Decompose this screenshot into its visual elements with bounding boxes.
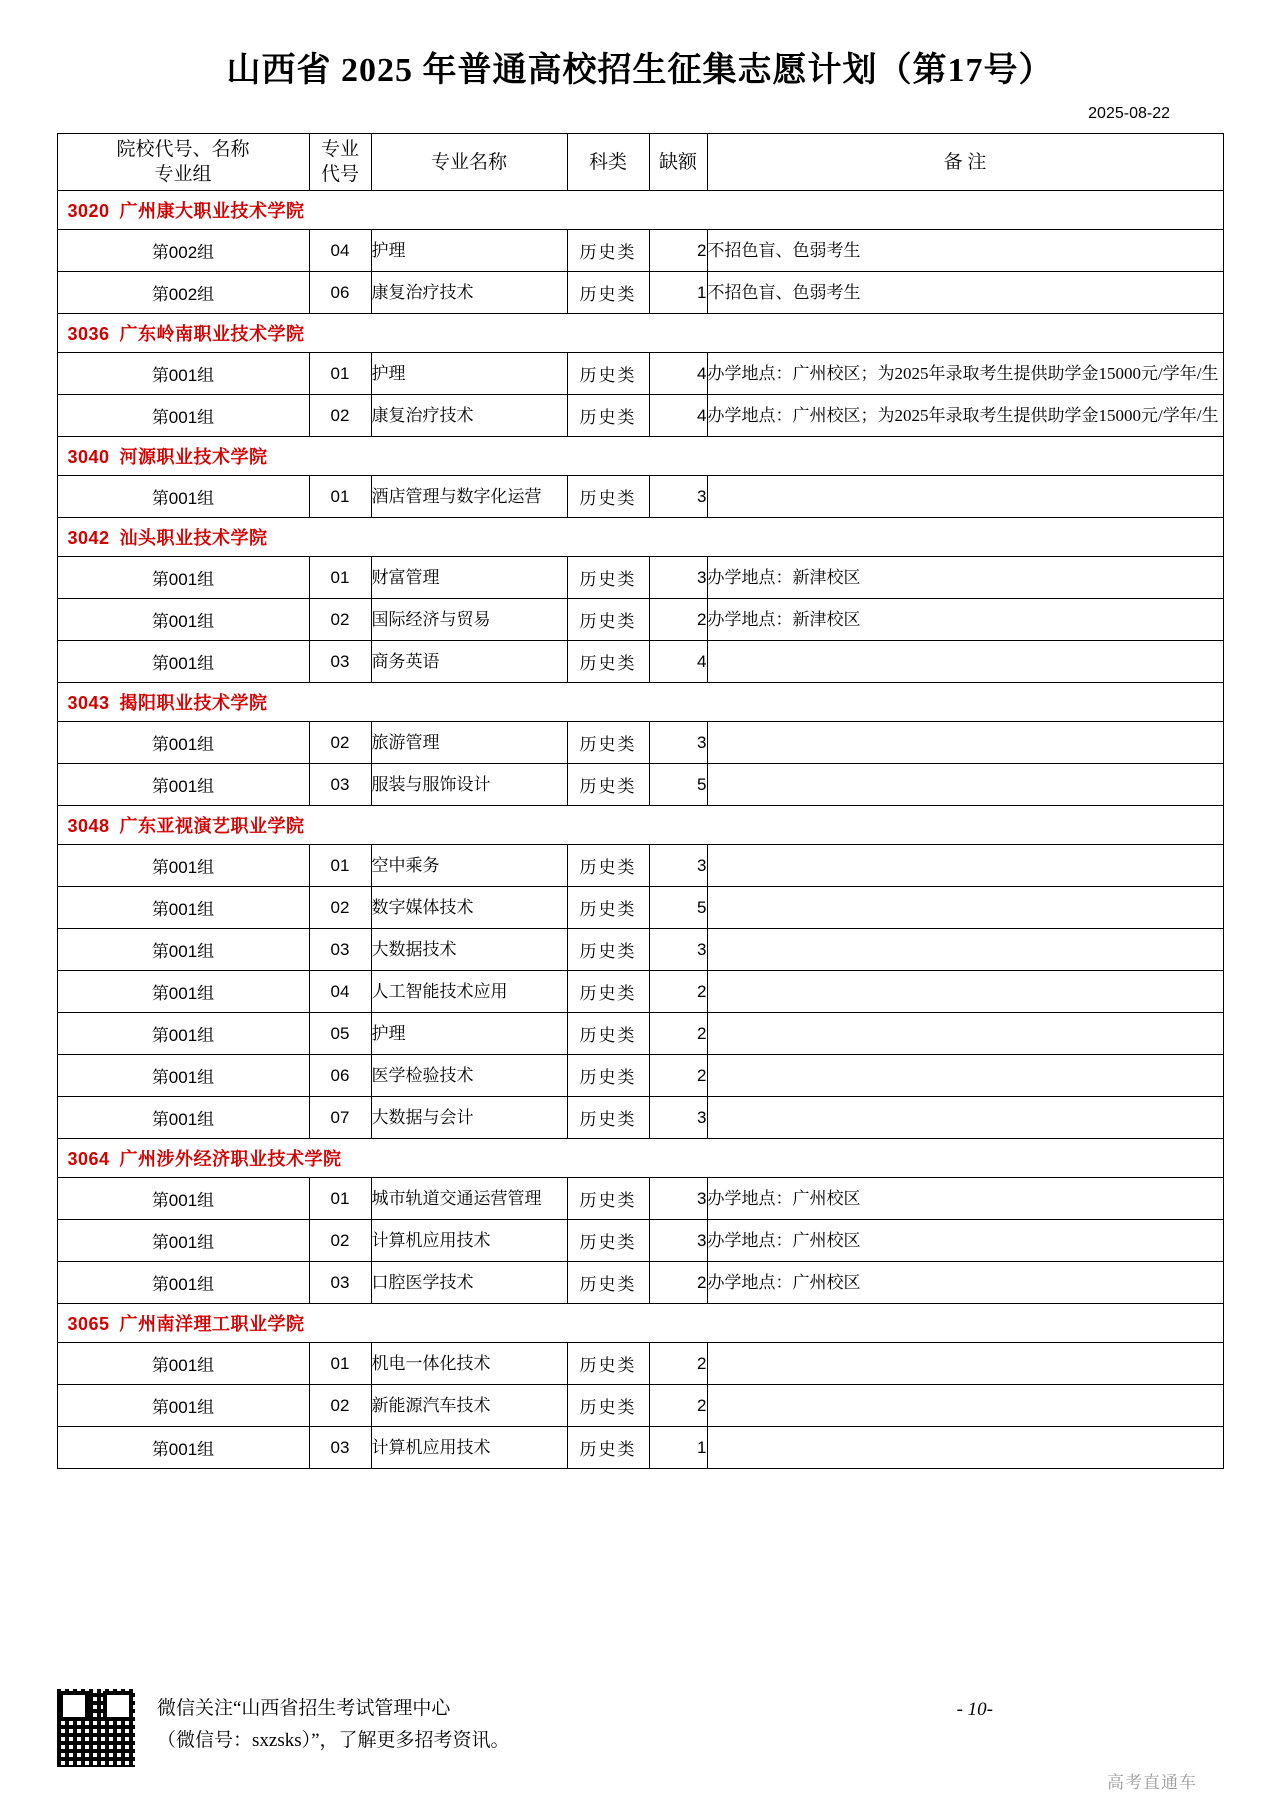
- table-row: [57, 395, 1223, 437]
- major-name: 康复治疗技术: [371, 395, 567, 437]
- major-name: 护理: [371, 1013, 567, 1055]
- vacancy-count: 2: [649, 230, 707, 272]
- school-header-row: [57, 314, 1223, 353]
- major-name: 财富管理: [371, 557, 567, 599]
- school-code: 3040: [67, 447, 110, 467]
- remark: [707, 476, 1223, 518]
- table-header-row: [57, 134, 1223, 191]
- major-code: 06: [309, 1055, 371, 1097]
- major-group: 第001组: [57, 722, 309, 764]
- school-code: 3043: [67, 693, 110, 713]
- remark: 不招色盲、色弱考生: [707, 230, 1223, 272]
- subject-category: 历史类: [567, 230, 649, 272]
- header-note: 备 注: [707, 134, 1223, 191]
- major-code: 04: [309, 971, 371, 1013]
- vacancy-count: 1: [649, 1427, 707, 1469]
- school-name: 广州康大职业技术学院: [119, 201, 305, 221]
- major-name: 大数据与会计: [371, 1097, 567, 1139]
- major-code: 02: [309, 722, 371, 764]
- school-name: 河源职业技术学院: [119, 447, 268, 467]
- major-name: 商务英语: [371, 641, 567, 683]
- table-row: [57, 1055, 1223, 1097]
- major-code: 03: [309, 1262, 371, 1304]
- remark: [707, 1055, 1223, 1097]
- vacancy-count: 3: [649, 722, 707, 764]
- school-header-cell: [57, 1139, 1223, 1178]
- table-row: [57, 230, 1223, 272]
- remark: 办学地点：广州校区；为2025年录取考生提供助学金15000元/学年/生: [707, 353, 1223, 395]
- vacancy-count: 4: [649, 353, 707, 395]
- vacancy-count: 3: [649, 476, 707, 518]
- school-name: 揭阳职业技术学院: [119, 693, 268, 713]
- vacancy-count: 2: [649, 599, 707, 641]
- vacancy-count: 2: [649, 1385, 707, 1427]
- subject-category: 历史类: [567, 1343, 649, 1385]
- subject-category: 历史类: [567, 971, 649, 1013]
- page-title: 山西省 2025 年普通高校招生征集志愿计划（第17号）: [226, 52, 1054, 89]
- school-code: 3048: [67, 816, 110, 836]
- vacancy-count: 5: [649, 887, 707, 929]
- vacancy-count: 5: [649, 764, 707, 806]
- major-code: 05: [309, 1013, 371, 1055]
- vacancy-count: 2: [649, 1055, 707, 1097]
- major-code: 03: [309, 641, 371, 683]
- school-name: 广东亚视演艺职业学院: [119, 816, 305, 836]
- vacancy-count: 2: [649, 1262, 707, 1304]
- subject-category: 历史类: [567, 1427, 649, 1469]
- vacancy-count: 2: [649, 1013, 707, 1055]
- remark: 办学地点：广州校区: [707, 1262, 1223, 1304]
- major-group: 第001组: [57, 1427, 309, 1469]
- vacancy-count: 3: [649, 1097, 707, 1139]
- major-group: 第001组: [57, 887, 309, 929]
- remark: [707, 1385, 1223, 1427]
- major-name: 国际经济与贸易: [371, 599, 567, 641]
- table-row: [57, 353, 1223, 395]
- major-group: 第001组: [57, 971, 309, 1013]
- vacancy-count: 2: [649, 1343, 707, 1385]
- remark: [707, 1013, 1223, 1055]
- table-row: [57, 722, 1223, 764]
- major-group: 第002组: [57, 272, 309, 314]
- table-row: [57, 1013, 1223, 1055]
- table-body: [57, 191, 1223, 1469]
- wechat-notice: [157, 1693, 510, 1757]
- major-code: 02: [309, 887, 371, 929]
- vacancy-count: 3: [649, 557, 707, 599]
- table-row: [57, 764, 1223, 806]
- major-group: 第001组: [57, 599, 309, 641]
- subject-category: 历史类: [567, 1220, 649, 1262]
- major-name: 医学检验技术: [371, 1055, 567, 1097]
- vacancy-count: 2: [649, 971, 707, 1013]
- school-name: 广东岭南职业技术学院: [119, 324, 305, 344]
- major-group: 第001组: [57, 1385, 309, 1427]
- major-group: 第001组: [57, 764, 309, 806]
- major-name: 空中乘务: [371, 845, 567, 887]
- major-code: 03: [309, 764, 371, 806]
- major-group: 第001组: [57, 353, 309, 395]
- subject-category: 历史类: [567, 395, 649, 437]
- subject-category: 历史类: [567, 641, 649, 683]
- major-name: 口腔医学技术: [371, 1262, 567, 1304]
- major-name: 酒店管理与数字化运营: [371, 476, 567, 518]
- school-name: 汕头职业技术学院: [119, 528, 268, 548]
- major-name: 机电一体化技术: [371, 1343, 567, 1385]
- vacancy-count: 4: [649, 395, 707, 437]
- remark: [707, 1427, 1223, 1469]
- school-name: 广州南洋理工职业学院: [119, 1314, 305, 1334]
- header-school-group: [57, 134, 309, 191]
- table-row: [57, 1262, 1223, 1304]
- school-header-row: [57, 1139, 1223, 1178]
- subject-category: 历史类: [567, 929, 649, 971]
- header-school-group-line2: 专业组: [154, 164, 212, 185]
- major-group: 第002组: [57, 230, 309, 272]
- school-code: 3036: [67, 324, 110, 344]
- major-code: 02: [309, 599, 371, 641]
- major-name: 城市轨道交通运营管理: [371, 1178, 567, 1220]
- subject-category: 历史类: [567, 1097, 649, 1139]
- school-header-row: [57, 683, 1223, 722]
- school-header-cell: [57, 806, 1223, 845]
- remark: 办学地点：广州校区；为2025年录取考生提供助学金15000元/学年/生: [707, 395, 1223, 437]
- remark: [707, 641, 1223, 683]
- major-code: 02: [309, 1385, 371, 1427]
- major-code: 04: [309, 230, 371, 272]
- major-name: 护理: [371, 230, 567, 272]
- major-group: 第001组: [57, 641, 309, 683]
- table-row: [57, 476, 1223, 518]
- subject-category: 历史类: [567, 353, 649, 395]
- major-code: 01: [309, 557, 371, 599]
- table-row: [57, 1385, 1223, 1427]
- header-major-code-line2: 代号: [320, 164, 359, 185]
- remark: [707, 1097, 1223, 1139]
- major-code: 01: [309, 845, 371, 887]
- header-school-group-line1: 院校代号、名称: [116, 139, 250, 160]
- major-group: 第001组: [57, 1013, 309, 1055]
- vacancy-count: 3: [649, 1220, 707, 1262]
- remark: [707, 929, 1223, 971]
- remark: 办学地点：新津校区: [707, 599, 1223, 641]
- remark: [707, 971, 1223, 1013]
- table-row: [57, 1178, 1223, 1220]
- header-major-code-line1: 专业: [320, 139, 359, 160]
- remark: [707, 764, 1223, 806]
- subject-category: 历史类: [567, 887, 649, 929]
- table-row: [57, 641, 1223, 683]
- document-date: 2025-08-22: [1088, 105, 1170, 122]
- major-name: 大数据技术: [371, 929, 567, 971]
- major-code: 03: [309, 929, 371, 971]
- wechat-notice-line2: （微信号：sxzsks）”，了解更多招考资讯。: [157, 1730, 510, 1751]
- subject-category: 历史类: [567, 722, 649, 764]
- school-header-row: [57, 518, 1223, 557]
- major-group: 第001组: [57, 1178, 309, 1220]
- major-code: 03: [309, 1427, 371, 1469]
- major-name: 康复治疗技术: [371, 272, 567, 314]
- major-group: 第001组: [57, 476, 309, 518]
- remark: 办学地点：广州校区: [707, 1178, 1223, 1220]
- page-footer: [0, 1671, 1280, 1811]
- table-row: [57, 845, 1223, 887]
- school-code: 3020: [67, 201, 110, 221]
- major-name: 旅游管理: [371, 722, 567, 764]
- vacancy-count: 1: [649, 272, 707, 314]
- table-row: [57, 1343, 1223, 1385]
- school-code: 3065: [67, 1314, 110, 1334]
- major-name: 计算机应用技术: [371, 1220, 567, 1262]
- remark: 办学地点：广州校区: [707, 1220, 1223, 1262]
- major-code: 01: [309, 1343, 371, 1385]
- school-header-cell: [57, 314, 1223, 353]
- enrollment-plan-table: [57, 133, 1224, 1469]
- table-row: [57, 1427, 1223, 1469]
- subject-category: 历史类: [567, 1385, 649, 1427]
- subject-category: 历史类: [567, 764, 649, 806]
- header-major-code: [309, 134, 371, 191]
- major-group: 第001组: [57, 557, 309, 599]
- school-header-row: [57, 1304, 1223, 1343]
- school-header-cell: [57, 191, 1223, 230]
- remark: [707, 722, 1223, 764]
- major-group: 第001组: [57, 1097, 309, 1139]
- qr-code-icon: [57, 1689, 135, 1767]
- major-group: 第001组: [57, 1055, 309, 1097]
- major-code: 06: [309, 272, 371, 314]
- major-name: 护理: [371, 353, 567, 395]
- major-group: 第001组: [57, 929, 309, 971]
- school-header-row: [57, 191, 1223, 230]
- table-row: [57, 971, 1223, 1013]
- remark: [707, 887, 1223, 929]
- school-header-cell: [57, 1304, 1223, 1343]
- wechat-notice-line1: 微信关注“山西省招生考试管理中心: [157, 1698, 451, 1719]
- major-name: 计算机应用技术: [371, 1427, 567, 1469]
- table-row: [57, 1220, 1223, 1262]
- header-major-name: 专业名称: [371, 134, 567, 191]
- watermark-label: 高考直通车: [1107, 1773, 1197, 1792]
- school-header-row: [57, 806, 1223, 845]
- vacancy-count: 4: [649, 641, 707, 683]
- major-name: 数字媒体技术: [371, 887, 567, 929]
- subject-category: 历史类: [567, 1055, 649, 1097]
- remark: [707, 845, 1223, 887]
- major-name: 服装与服饰设计: [371, 764, 567, 806]
- table-row: [57, 272, 1223, 314]
- major-code: 02: [309, 1220, 371, 1262]
- subject-category: 历史类: [567, 1262, 649, 1304]
- school-header-cell: [57, 437, 1223, 476]
- table-row: [57, 929, 1223, 971]
- remark: 办学地点：新津校区: [707, 557, 1223, 599]
- major-code: 07: [309, 1097, 371, 1139]
- header-vacancy: 缺额: [649, 134, 707, 191]
- major-group: 第001组: [57, 395, 309, 437]
- vacancy-count: 3: [649, 845, 707, 887]
- major-code: 01: [309, 353, 371, 395]
- subject-category: 历史类: [567, 845, 649, 887]
- vacancy-count: 3: [649, 929, 707, 971]
- table-row: [57, 599, 1223, 641]
- subject-category: 历史类: [567, 599, 649, 641]
- school-name: 广州涉外经济职业技术学院: [119, 1149, 342, 1169]
- remark: [707, 1343, 1223, 1385]
- vacancy-count: 3: [649, 1178, 707, 1220]
- major-name: 新能源汽车技术: [371, 1385, 567, 1427]
- school-header-row: [57, 437, 1223, 476]
- major-group: 第001组: [57, 1262, 309, 1304]
- major-code: 02: [309, 395, 371, 437]
- subject-category: 历史类: [567, 272, 649, 314]
- major-group: 第001组: [57, 1343, 309, 1385]
- table-row: [57, 887, 1223, 929]
- major-group: 第001组: [57, 845, 309, 887]
- table-row: [57, 1097, 1223, 1139]
- major-code: 01: [309, 1178, 371, 1220]
- major-group: 第001组: [57, 1220, 309, 1262]
- school-header-cell: [57, 518, 1223, 557]
- school-code: 3042: [67, 528, 110, 548]
- subject-category: 历史类: [567, 476, 649, 518]
- subject-category: 历史类: [567, 557, 649, 599]
- subject-category: 历史类: [567, 1013, 649, 1055]
- school-code: 3064: [67, 1149, 110, 1169]
- page-number: - 10-: [956, 1699, 993, 1720]
- subject-category: 历史类: [567, 1178, 649, 1220]
- major-name: 人工智能技术应用: [371, 971, 567, 1013]
- table-row: [57, 557, 1223, 599]
- header-category: 科类: [567, 134, 649, 191]
- major-code: 01: [309, 476, 371, 518]
- school-header-cell: [57, 683, 1223, 722]
- remark: 不招色盲、色弱考生: [707, 272, 1223, 314]
